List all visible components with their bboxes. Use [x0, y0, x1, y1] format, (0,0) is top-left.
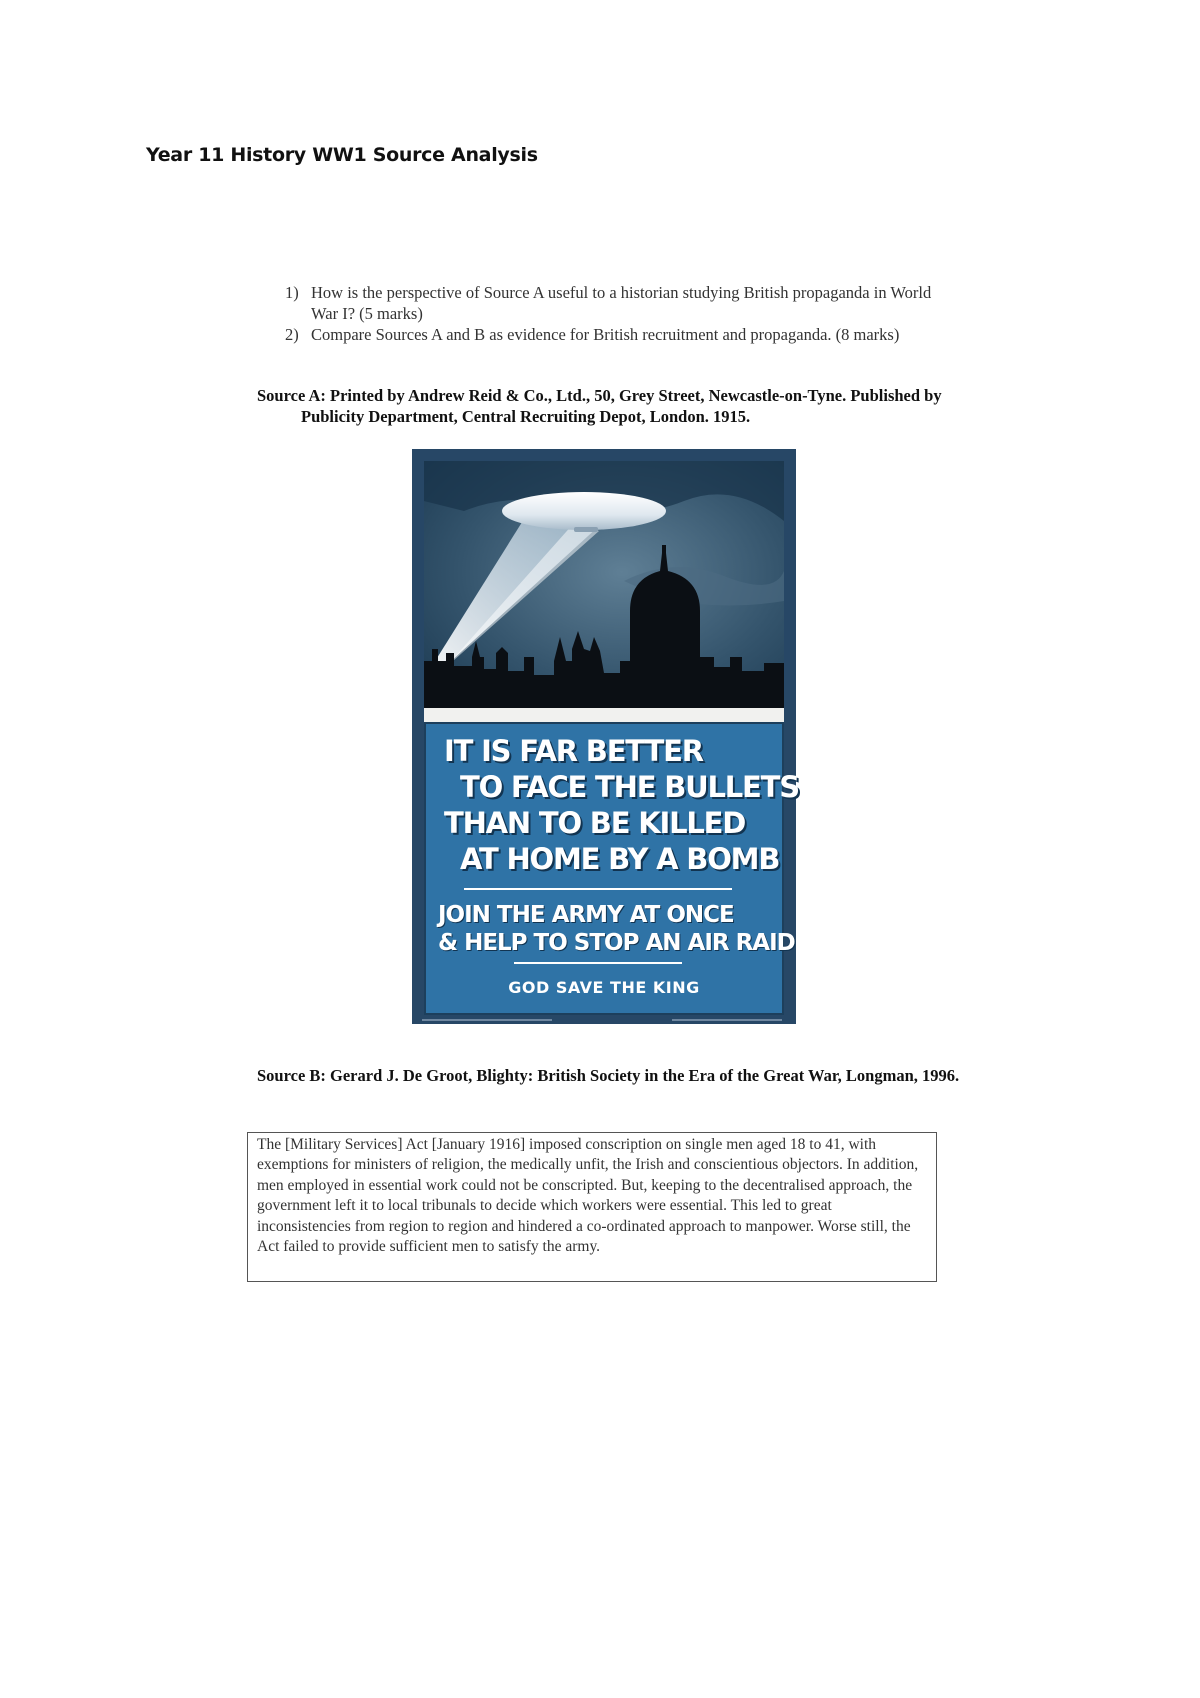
source-a-heading: Source A: Printed by Andrew Reid & Co., Ltd., 50, Grey Street, Newcastle-on-Tyne. Published by Publicity Department, Central Recruiting Depot, London. 1915. [257, 386, 942, 426]
question-item [280, 282, 960, 324]
question-number: 1) [285, 283, 299, 302]
poster-slogan-line: AT HOME BY A BOMB [460, 842, 780, 876]
question-number: 2) [285, 325, 299, 344]
question-text: Compare Sources A and B as evidence for British recruitment and propaganda. (8 marks) [311, 325, 900, 344]
question-text: How is the perspective of Source A useful to a historian studying British propaganda in World War I? (5 marks) [311, 283, 932, 323]
poster-printer-imprint [422, 1019, 786, 1022]
question-item [280, 324, 960, 345]
poster-slogan-line: TO FACE THE BULLETS [460, 770, 799, 804]
propaganda-poster [412, 449, 799, 1024]
poster-slogan-line: THAN TO BE KILLED [444, 806, 746, 840]
source-b-quote: The [Military Services] Act [January 1916] imposed conscription on single men aged 18 to 41, with exemptions for ministers of religion, the medically unfit, the Irish and conscientious objectors. In addition, men employed in essential work could not be conscripted. But, keeping to the decentralised approach, the government left it to local tribunals to decide which workers were essential. This led to great inconsistencies from region to region and hindered a co-ordinated approach to manpower. Worse still, the Act failed to provide sufficient men to satisfy the army. [247, 1132, 937, 1282]
document-title: Year 11 History WW1 Source Analysis [146, 144, 538, 166]
poster-illustration [424, 461, 784, 708]
poster-divider [514, 962, 682, 964]
poster-slogan-line: IT IS FAR BETTER [444, 734, 703, 768]
source-b-heading: Source B: Gerard J. De Groot, Blighty: British Society in the Era of the Great War, Longman, 1996. [257, 1066, 960, 1085]
zeppelin-searchlight-skyline-illustration [424, 461, 784, 708]
poster-text-panel [424, 722, 799, 1015]
poster-divider [464, 888, 732, 890]
poster-inner [424, 461, 799, 1014]
poster-call-to-action-line: JOIN THE ARMY AT ONCE [438, 902, 734, 928]
poster-footer-text: GOD SAVE THE KING [508, 978, 700, 997]
question-list [280, 282, 960, 345]
poster-call-to-action-line: & HELP TO STOP AN AIR RAID [438, 930, 795, 956]
